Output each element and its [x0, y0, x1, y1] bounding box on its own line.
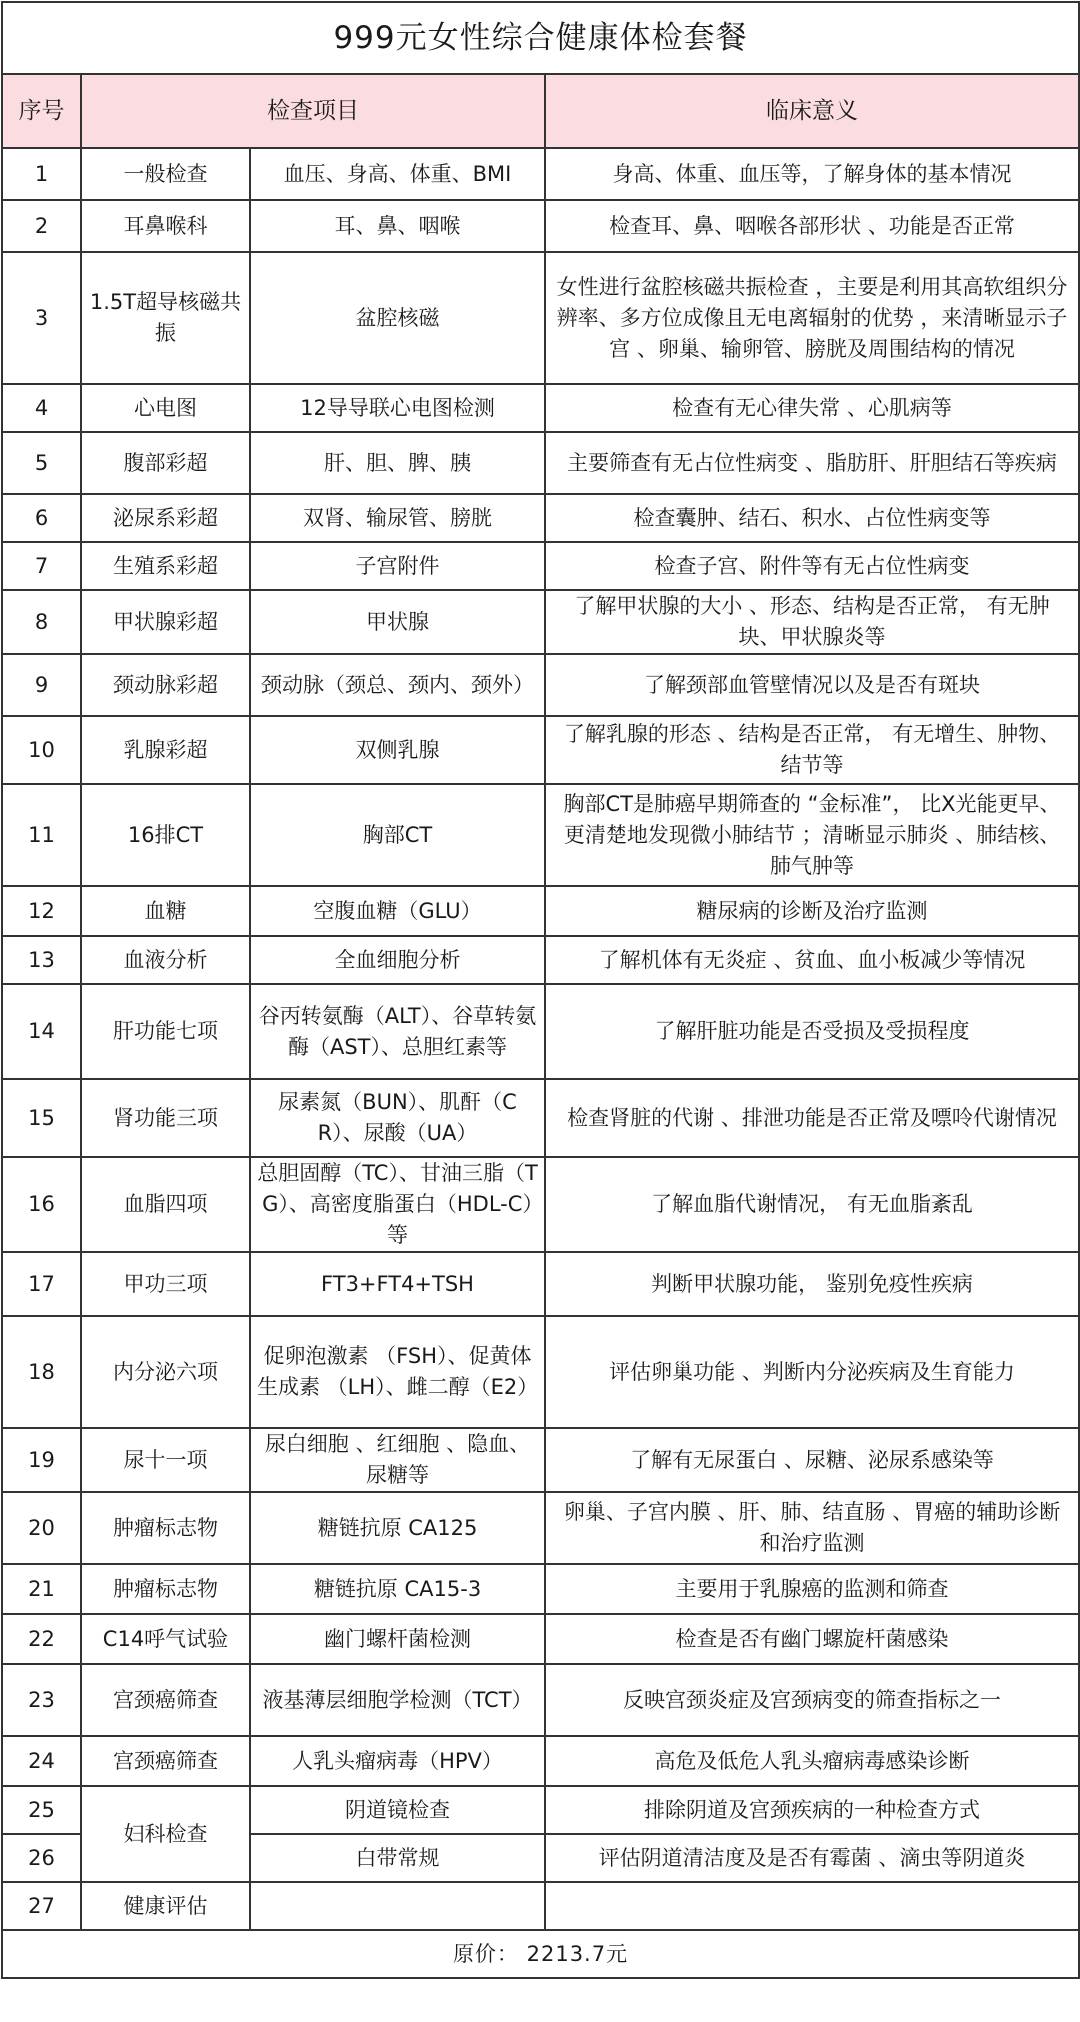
item-name: 1.5T超导核磁共振 [81, 252, 250, 384]
item-content: 双肾、输尿管、膀胱 [250, 494, 545, 542]
row-number: 23 [2, 1664, 81, 1736]
item-name: 泌尿系彩超 [81, 494, 250, 542]
item-content: 胸部CT [250, 784, 545, 886]
row-number: 1 [2, 148, 81, 200]
row-number: 15 [2, 1079, 81, 1157]
table-row [2, 1492, 1079, 1564]
item-name: 肿瘤标志物 [81, 1564, 250, 1614]
clinical-meaning: 糖尿病的诊断及治疗监测 [545, 886, 1079, 936]
item-name: 心电图 [81, 384, 250, 432]
table-row [2, 200, 1079, 252]
clinical-meaning: 检查耳、鼻、咽喉各部形状 、功能是否正常 [545, 200, 1079, 252]
item-content: 血压、身高、体重、BMI [250, 148, 545, 200]
item-content: 人乳头瘤病毒（HPV） [250, 1736, 545, 1786]
item-content: 子宫附件 [250, 542, 545, 590]
table-row [2, 252, 1079, 384]
item-name: 尿十一项 [81, 1428, 250, 1492]
clinical-meaning: 了解肝脏功能是否受损及受损程度 [545, 984, 1079, 1079]
row-number: 9 [2, 654, 81, 716]
item-content: 糖链抗原 CA15-3 [250, 1564, 545, 1614]
clinical-meaning: 了解甲状腺的大小 、形态、结构是否正常， 有无肿块、甲状腺炎等 [545, 590, 1079, 654]
table-row [2, 1157, 1079, 1252]
clinical-meaning: 检查肾脏的代谢 、排泄功能是否正常及嘌呤代谢情况 [545, 1079, 1079, 1157]
clinical-meaning: 检查子宫、附件等有无占位性病变 [545, 542, 1079, 590]
table-row [2, 716, 1079, 784]
item-content: 糖链抗原 CA125 [250, 1492, 545, 1564]
item-name: 甲状腺彩超 [81, 590, 250, 654]
table-row [2, 542, 1079, 590]
row-number: 27 [2, 1882, 81, 1930]
clinical-meaning: 卵巢、子宫内膜 、肝、肺、结直肠 、胃癌的辅助诊断和治疗监测 [545, 1492, 1079, 1564]
clinical-meaning: 胸部CT是肺癌早期筛查的 “金标准”， 比X光能更早、更清楚地发现微小肺结节 ；清晰显示肺炎 、肺结核、肺气肿等 [545, 784, 1079, 886]
item-name: 腹部彩超 [81, 432, 250, 494]
item-name: 血糖 [81, 886, 250, 936]
row-number: 12 [2, 886, 81, 936]
clinical-meaning: 排除阴道及宫颈疾病的一种检查方式 [545, 1786, 1079, 1834]
item-name: 生殖系彩超 [81, 542, 250, 590]
clinical-meaning [545, 1882, 1079, 1930]
item-name: 乳腺彩超 [81, 716, 250, 784]
item-content: 阴道镜检查 [250, 1786, 545, 1834]
row-number: 25 [2, 1786, 81, 1834]
table-row [2, 654, 1079, 716]
item-name: 肝功能七项 [81, 984, 250, 1079]
table-row [2, 1786, 1079, 1834]
header-item: 检查项目 [81, 74, 545, 148]
row-number: 18 [2, 1316, 81, 1428]
table-row [2, 1252, 1079, 1316]
page-title: 999元女性综合健康体检套餐 [2, 2, 1079, 74]
item-name: C14呼气试验 [81, 1614, 250, 1664]
header-no: 序号 [2, 74, 81, 148]
item-content: 甲状腺 [250, 590, 545, 654]
table-row [2, 1736, 1079, 1786]
row-number: 26 [2, 1834, 81, 1882]
item-content: 液基薄层细胞学检测（TCT） [250, 1664, 545, 1736]
item-content: 谷丙转氨酶（ALT）、谷草转氨酶（AST）、总胆红素等 [250, 984, 545, 1079]
item-content: 双侧乳腺 [250, 716, 545, 784]
table-row [2, 1664, 1079, 1736]
item-name: 16排CT [81, 784, 250, 886]
clinical-meaning: 检查是否有幽门螺旋杆菌感染 [545, 1614, 1079, 1664]
row-number: 7 [2, 542, 81, 590]
item-content: 尿白细胞 、红细胞 、隐血、尿糖等 [250, 1428, 545, 1492]
table-row [2, 1316, 1079, 1428]
row-number: 6 [2, 494, 81, 542]
table-row [2, 384, 1079, 432]
row-number: 3 [2, 252, 81, 384]
table-row [2, 886, 1079, 936]
item-name: 肾功能三项 [81, 1079, 250, 1157]
clinical-meaning: 了解乳腺的形态 、结构是否正常， 有无增生、肿物、结节等 [545, 716, 1079, 784]
row-number: 20 [2, 1492, 81, 1564]
row-number: 10 [2, 716, 81, 784]
clinical-meaning: 身高、体重、血压等，了解身体的基本情况 [545, 148, 1079, 200]
item-content: 盆腔核磁 [250, 252, 545, 384]
item-name: 内分泌六项 [81, 1316, 250, 1428]
item-content: 肝、胆、脾、胰 [250, 432, 545, 494]
item-content: FT3+FT4+TSH [250, 1252, 545, 1316]
row-number: 2 [2, 200, 81, 252]
clinical-meaning: 了解有无尿蛋白 、尿糖、泌尿系感染等 [545, 1428, 1079, 1492]
row-number: 19 [2, 1428, 81, 1492]
item-name: 耳鼻喉科 [81, 200, 250, 252]
table-row [2, 1428, 1079, 1492]
clinical-meaning: 检查囊肿、结石、积水、占位性病变等 [545, 494, 1079, 542]
footer-row [2, 1930, 1079, 1978]
row-number: 17 [2, 1252, 81, 1316]
header-row [2, 74, 1079, 148]
item-name: 甲功三项 [81, 1252, 250, 1316]
item-content: 幽门螺杆菌检测 [250, 1614, 545, 1664]
row-number: 16 [2, 1157, 81, 1252]
item-name: 一般检查 [81, 148, 250, 200]
item-name: 宫颈癌筛查 [81, 1664, 250, 1736]
row-number: 5 [2, 432, 81, 494]
row-number: 8 [2, 590, 81, 654]
row-number: 4 [2, 384, 81, 432]
clinical-meaning: 高危及低危人乳头瘤病毒感染诊断 [545, 1736, 1079, 1786]
item-name: 健康评估 [81, 1882, 250, 1930]
clinical-meaning: 评估阴道清洁度及是否有霉菌 、滴虫等阴道炎 [545, 1834, 1079, 1882]
table-row [2, 936, 1079, 984]
item-content: 白带常规 [250, 1834, 545, 1882]
item-name: 肿瘤标志物 [81, 1492, 250, 1564]
table-row [2, 1882, 1079, 1930]
item-content: 总胆固醇（TC）、甘油三脂（TG）、高密度脂蛋白（HDL-C）等 [250, 1157, 545, 1252]
item-content: 12导导联心电图检测 [250, 384, 545, 432]
table-row [2, 1614, 1079, 1664]
package-sheet [1, 1, 1078, 1979]
row-number: 21 [2, 1564, 81, 1614]
row-number: 13 [2, 936, 81, 984]
table-row [2, 494, 1079, 542]
clinical-meaning: 女性进行盆腔核磁共振检查 ，主要是利用其高软组织分辨率、多方位成像且无电离辐射的优势 ，来清晰显示子宫 、卵巢、输卵管、膀胱及周围结构的情况 [545, 252, 1079, 384]
table-row [2, 590, 1079, 654]
item-name: 血液分析 [81, 936, 250, 984]
row-number: 11 [2, 784, 81, 886]
table-row [2, 784, 1079, 886]
clinical-meaning: 反映宫颈炎症及宫颈病变的筛查指标之一 [545, 1664, 1079, 1736]
table-row [2, 148, 1079, 200]
row-number: 22 [2, 1614, 81, 1664]
clinical-meaning: 评估卵巢功能 、判断内分泌疾病及生育能力 [545, 1316, 1079, 1428]
item-content: 颈动脉（颈总、颈内、颈外） [250, 654, 545, 716]
item-content: 耳、鼻、咽喉 [250, 200, 545, 252]
row-number: 14 [2, 984, 81, 1079]
item-content [250, 1882, 545, 1930]
clinical-meaning: 主要用于乳腺癌的监测和筛查 [545, 1564, 1079, 1614]
item-name: 妇科检查 [81, 1786, 250, 1882]
clinical-meaning: 主要筛查有无占位性病变 、脂肪肝、肝胆结石等疾病 [545, 432, 1079, 494]
title-row [2, 2, 1079, 74]
table-row [2, 984, 1079, 1079]
row-number: 24 [2, 1736, 81, 1786]
item-content: 促卵泡激素 （FSH）、促黄体生成素 （LH）、雌二醇（E2） [250, 1316, 545, 1428]
item-content: 空腹血糖（GLU） [250, 886, 545, 936]
table-row [2, 1079, 1079, 1157]
item-name: 颈动脉彩超 [81, 654, 250, 716]
item-name: 宫颈癌筛查 [81, 1736, 250, 1786]
original-price: 原价： 2213.7元 [2, 1930, 1079, 1978]
clinical-meaning: 了解血脂代谢情况， 有无血脂紊乱 [545, 1157, 1079, 1252]
clinical-meaning: 检查有无心律失常 、心肌病等 [545, 384, 1079, 432]
item-content: 尿素氮（BUN）、肌酐（CR）、尿酸（UA） [250, 1079, 545, 1157]
clinical-meaning: 了解机体有无炎症 、贫血、血小板减少等情况 [545, 936, 1079, 984]
package-table [1, 1, 1080, 1979]
header-meaning: 临床意义 [545, 74, 1079, 148]
table-row [2, 1564, 1079, 1614]
item-name: 血脂四项 [81, 1157, 250, 1252]
clinical-meaning: 判断甲状腺功能， 鉴别免疫性疾病 [545, 1252, 1079, 1316]
table-row [2, 432, 1079, 494]
item-content: 全血细胞分析 [250, 936, 545, 984]
clinical-meaning: 了解颈部血管壁情况以及是否有斑块 [545, 654, 1079, 716]
